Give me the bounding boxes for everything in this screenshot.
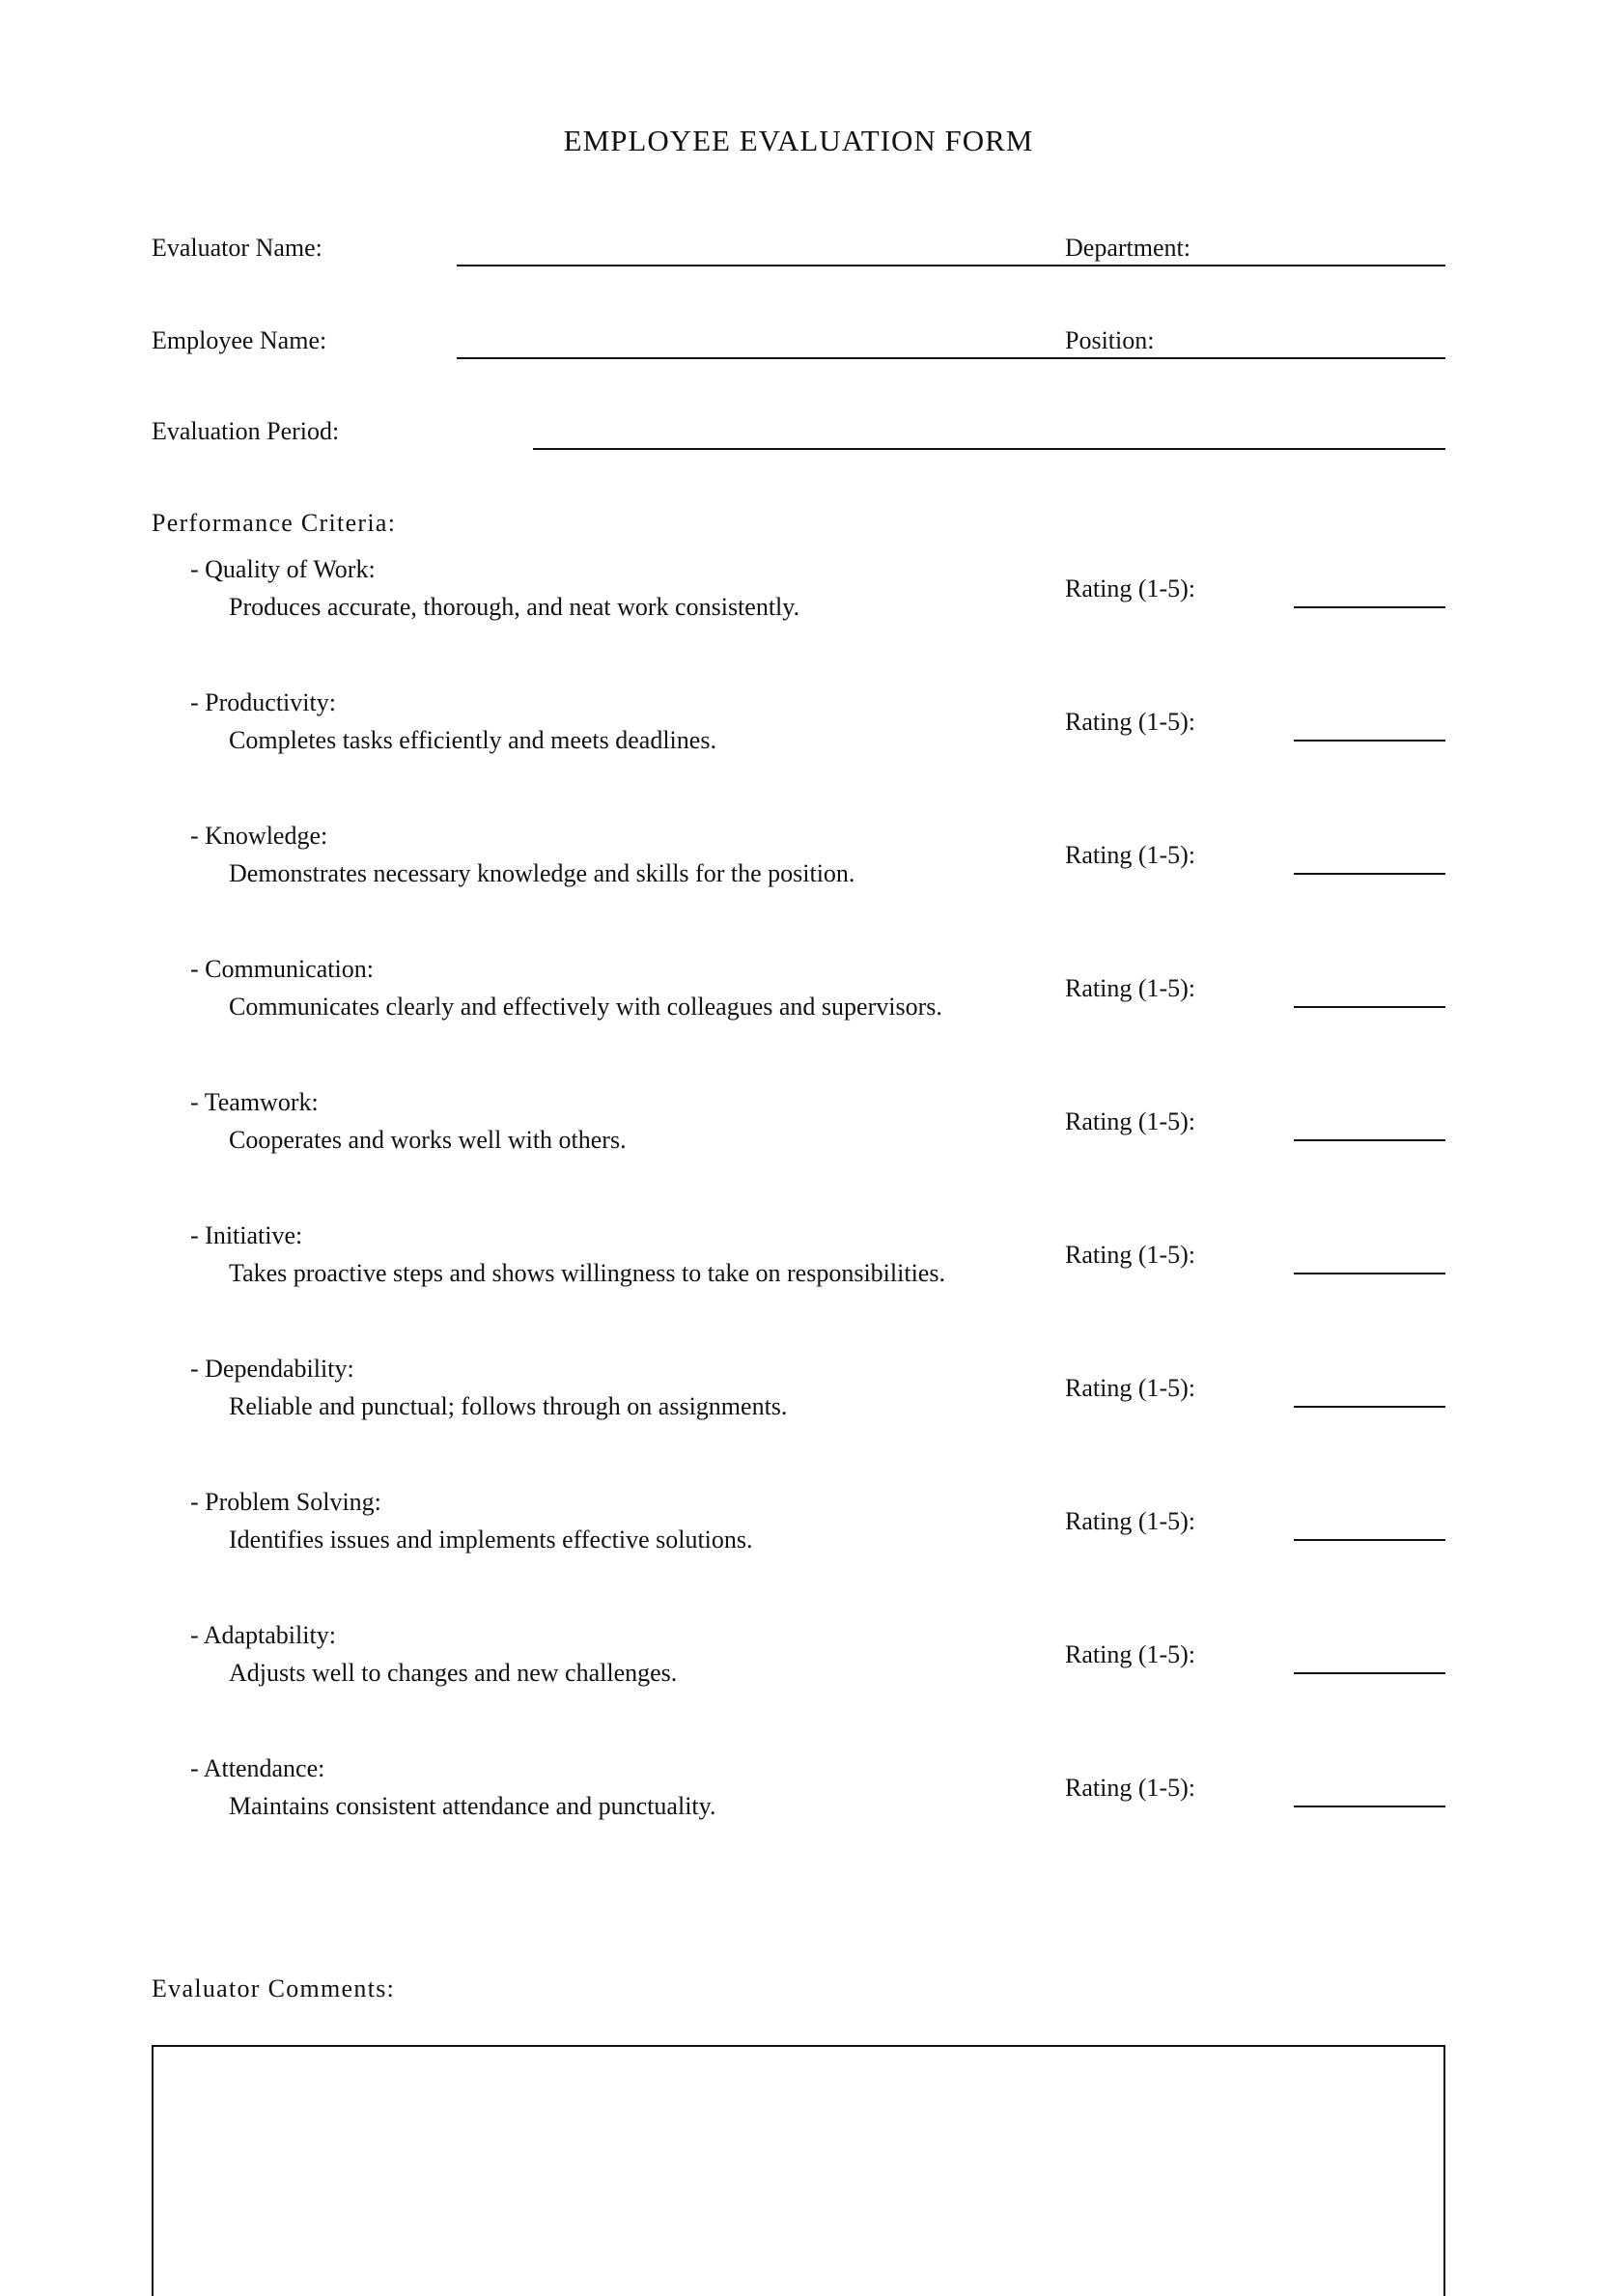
employee-name-field[interactable] bbox=[457, 357, 1065, 359]
rating-field[interactable] bbox=[1294, 1139, 1445, 1141]
rating-label: Rating (1-5): bbox=[1065, 974, 1196, 1002]
criterion-name: - Adaptability: bbox=[190, 1621, 336, 1649]
criterion-attendance bbox=[0, 1752, 1597, 1849]
rating-label: Rating (1-5): bbox=[1065, 841, 1196, 869]
criterion-name: - Initiative: bbox=[190, 1221, 303, 1249]
criterion-description: Identifies issues and implements effective solutions. bbox=[229, 1526, 753, 1554]
rating-label: Rating (1-5): bbox=[1065, 1774, 1196, 1802]
criterion-description: Produces accurate, thorough, and neat work consistently. bbox=[229, 593, 800, 621]
criterion-productivity bbox=[0, 686, 1597, 783]
rating-label: Rating (1-5): bbox=[1065, 1107, 1196, 1135]
criterion-name: - Productivity: bbox=[190, 688, 336, 716]
rating-label: Rating (1-5): bbox=[1065, 574, 1196, 602]
rating-label: Rating (1-5): bbox=[1065, 1640, 1196, 1668]
evaluator-name-field[interactable] bbox=[457, 265, 1065, 266]
rating-label: Rating (1-5): bbox=[1065, 708, 1196, 736]
criterion-name: - Teamwork: bbox=[190, 1088, 319, 1116]
position-label: Position: bbox=[1065, 326, 1155, 354]
criterion-description: Cooperates and works well with others. bbox=[229, 1126, 627, 1154]
evaluation-period-field[interactable] bbox=[533, 448, 1445, 450]
criterion-initiative bbox=[0, 1219, 1597, 1316]
position-field[interactable] bbox=[1065, 357, 1445, 359]
criterion-name: - Communication: bbox=[190, 955, 374, 983]
evaluator-name-label: Evaluator Name: bbox=[152, 234, 322, 262]
criterion-description: Maintains consistent attendance and punctuality. bbox=[229, 1792, 716, 1820]
criterion-description: Completes tasks efficiently and meets deadlines. bbox=[229, 726, 716, 754]
performance-criteria-heading: Performance Criteria: bbox=[152, 509, 397, 537]
criterion-problem-solving bbox=[0, 1486, 1597, 1582]
evaluator-comments-heading: Evaluator Comments: bbox=[152, 1974, 396, 2002]
rating-field[interactable] bbox=[1294, 1672, 1445, 1674]
rating-field[interactable] bbox=[1294, 1006, 1445, 1008]
employee-name-label: Employee Name: bbox=[152, 326, 327, 354]
criterion-communication bbox=[0, 953, 1597, 1050]
rating-field[interactable] bbox=[1294, 740, 1445, 742]
criterion-knowledge bbox=[0, 820, 1597, 916]
department-label: Department: bbox=[1065, 234, 1191, 262]
criterion-name: - Quality of Work: bbox=[190, 555, 376, 583]
criterion-description: Adjusts well to changes and new challenges. bbox=[229, 1659, 678, 1687]
rating-field[interactable] bbox=[1294, 606, 1445, 608]
evaluator-comments-box[interactable] bbox=[152, 2045, 1445, 2296]
rating-label: Rating (1-5): bbox=[1065, 1507, 1196, 1535]
rating-field[interactable] bbox=[1294, 1273, 1445, 1274]
criterion-description: Takes proactive steps and shows willingness to take on responsibilities. bbox=[229, 1259, 945, 1287]
criterion-name: - Attendance: bbox=[190, 1754, 325, 1782]
rating-label: Rating (1-5): bbox=[1065, 1374, 1196, 1402]
rating-field[interactable] bbox=[1294, 1406, 1445, 1408]
department-field[interactable] bbox=[1065, 265, 1445, 266]
rating-field[interactable] bbox=[1294, 873, 1445, 875]
criterion-quality-of-work bbox=[0, 553, 1597, 650]
criterion-name: - Knowledge: bbox=[190, 822, 328, 850]
rating-label: Rating (1-5): bbox=[1065, 1241, 1196, 1269]
criterion-description: Demonstrates necessary knowledge and skills for the position. bbox=[229, 859, 855, 887]
evaluation-period-label: Evaluation Period: bbox=[152, 417, 340, 445]
criterion-description: Reliable and punctual; follows through on assignments. bbox=[229, 1392, 788, 1420]
rating-field[interactable] bbox=[1294, 1806, 1445, 1807]
criterion-adaptability bbox=[0, 1619, 1597, 1716]
criterion-name: - Problem Solving: bbox=[190, 1488, 381, 1516]
criterion-dependability bbox=[0, 1353, 1597, 1449]
criterion-teamwork bbox=[0, 1086, 1597, 1183]
form-title: EMPLOYEE EVALUATION FORM bbox=[563, 124, 1034, 157]
criterion-description: Communicates clearly and effectively with colleagues and supervisors. bbox=[229, 993, 942, 1021]
criterion-name: - Dependability: bbox=[190, 1355, 354, 1383]
rating-field[interactable] bbox=[1294, 1539, 1445, 1541]
